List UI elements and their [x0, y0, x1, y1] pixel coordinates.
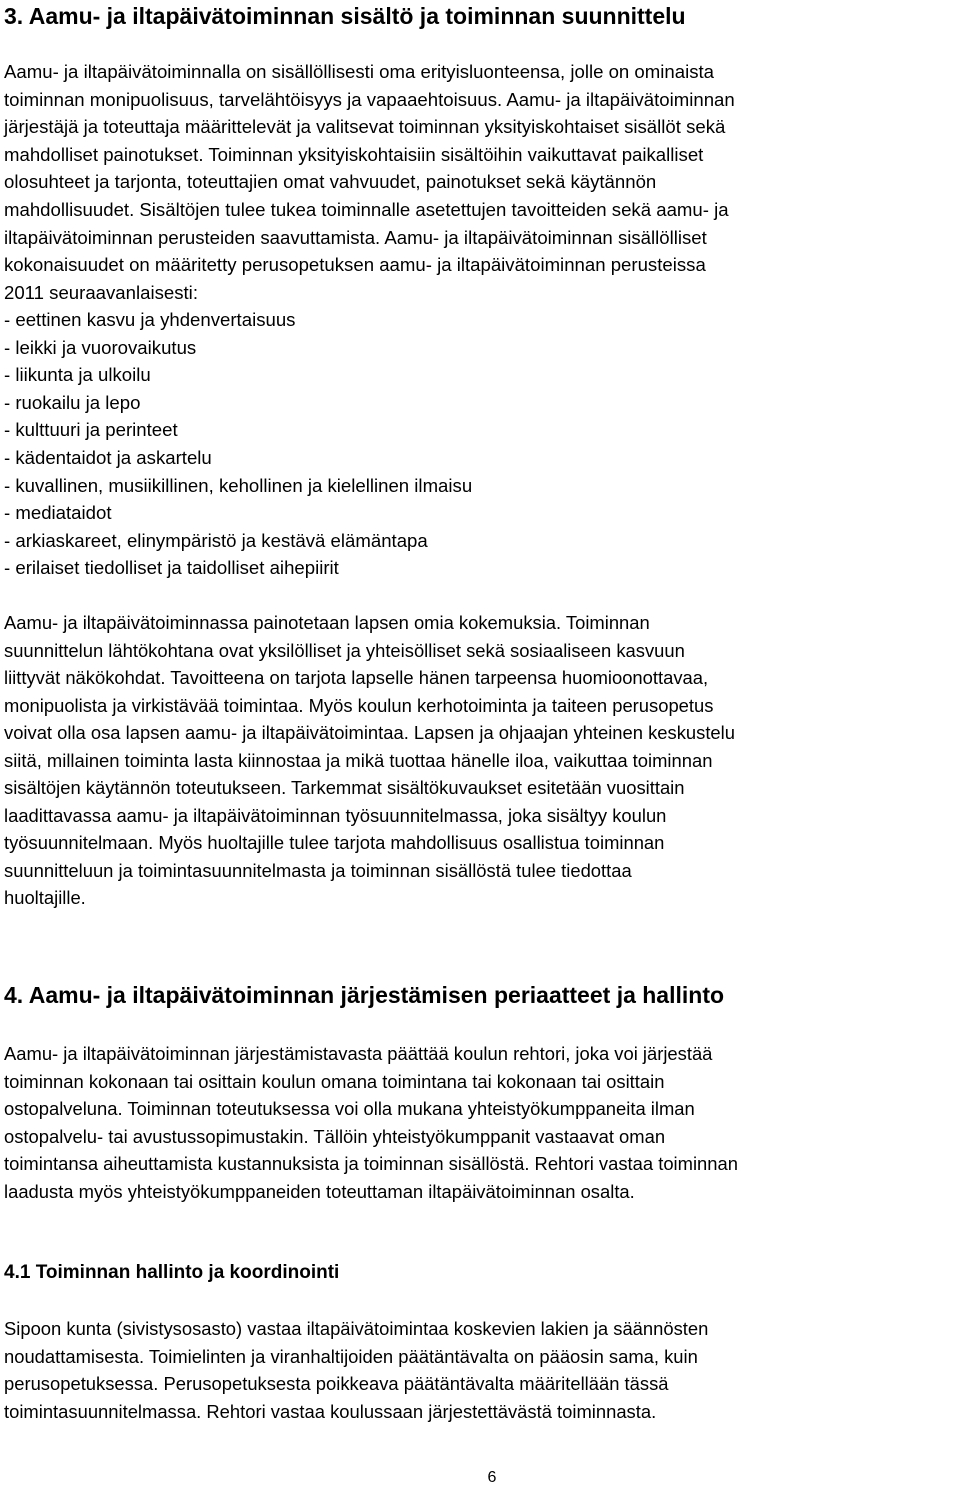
page-number: 6	[487, 1469, 497, 1486]
section-4-1-heading: 4.1 Toiminnan hallinto ja koordinointi	[4, 1262, 340, 1283]
text-line: iltapäivätoiminnan perusteiden saavuttamista. Aamu- ja iltapäivätoiminnan sisällölliset	[4, 226, 707, 248]
text-line: Aamu- ja iltapäivätoiminnan järjestämistavasta päättää koulun rehtori, joka voi järjestää	[4, 1043, 713, 1064]
section-4-1-paragraph	[4, 1315, 708, 1425]
text-line: ostopalveluna. Toiminnan toteutuksessa voi olla mukana yhteistyökumppaneita ilman	[4, 1098, 695, 1119]
text-line: voivat olla osa lapsen aamu- ja iltapäivätoimintaa. Lapsen ja ohjaajan yhteinen keskustelu	[4, 722, 735, 743]
list-item: - liikunta ja ulkoilu	[4, 364, 151, 386]
text-line: mahdollisuudet. Sisältöjen tulee tukea toiminnalle asetettujen tavoitteiden sekä aamu- ja	[4, 198, 729, 220]
text-line: työsuunnitelmaan. Myös huoltajille tulee tarjota mahdollisuus osallistua toiminnan	[4, 832, 665, 853]
text-line: Sipoon kunta (sivistysosasto) vastaa iltapäivätoimintaa koskevien lakien ja säännösten	[4, 1318, 709, 1339]
text-line: järjestäjä ja toteuttaja määrittelevät ja valitsevat toiminnan yksityiskohtaiset sisällöt sekä	[4, 116, 726, 138]
text-line: perusopetuksessa. Perusopetuksesta poikkeava päätäntävalta määritellään tässä	[4, 1373, 669, 1394]
text-line: suunnitteluun ja toimintasuunnitelmasta ja toiminnan sisällöstä tulee tiedottaa	[4, 859, 632, 881]
text-line: laadittavassa aamu- ja iltapäivätoiminnan työsuunnitelmassa, joka sisältyy koulun	[4, 804, 667, 826]
section-3-paragraph-2	[4, 609, 735, 912]
section-3-heading: 3. Aamu- ja iltapäivätoiminnan sisältö ja toiminnan suunnittelu	[4, 3, 686, 29]
list-item: - erilaiset tiedolliset ja taidolliset aihepiirit	[4, 557, 339, 579]
text-line: ostopalvelu- tai avustussopimustakin. Tällöin yhteistyökumppanit vastaavat oman	[4, 1125, 666, 1147]
text-line: laadusta myös yhteistyökumppaneiden toteuttaman iltapäivätoiminnan osalta.	[4, 1180, 635, 1202]
text-line: noudattamisesta. Toimielinten ja viranhaltijoiden päätäntävalta on pääosin sama, kuin	[4, 1345, 698, 1367]
list-item: - kuvallinen, musiikillinen, kehollinen ja kielellinen ilmaisu	[4, 474, 473, 496]
text-line: Aamu- ja iltapäivätoiminnassa painotetaan lapsen omia kokemuksia. Toiminnan	[4, 612, 650, 633]
text-line: mahdolliset painotukset. Toiminnan yksityiskohtaisiin sisältöihin vaikuttavat paikalliset	[4, 143, 704, 165]
section-4-paragraph	[4, 1040, 738, 1205]
text-line: huoltajille.	[4, 887, 86, 908]
text-line: toiminnan monipuolisuus, tarvelähtöisyys ja vapaaehtoisuus. Aamu- ja iltapäivätoiminnan	[4, 88, 735, 110]
text-line: olosuhteet ja tarjonta, toteuttajien omat vahvuudet, painotukset sekä käytännön	[4, 171, 657, 193]
list-item: - ruokailu ja lepo	[4, 391, 141, 413]
list-item: - kädentaidot ja askartelu	[4, 446, 212, 468]
text-line: toimintansa aiheuttamista kustannuksista ja toiminnan sisällöstä. Rehtori vastaa toiminnan	[4, 1153, 738, 1174]
text-line: toiminnan kokonaan tai osittain koulun omana toimintana tai kokonaan tai osittain	[4, 1070, 665, 1092]
section-4-heading: 4. Aamu- ja iltapäivätoiminnan järjestämisen periaatteet ja hallinto	[4, 982, 725, 1008]
text-line: toimintasuunnitelmassa. Rehtori vastaa koulussaan järjestettävästä toiminnasta.	[4, 1400, 657, 1422]
section-3-paragraph-1	[4, 58, 735, 306]
text-line: liittyvät näkökohdat. Tavoitteena on tarjota lapselle hänen tarpeensa huomioonottavaa,	[4, 667, 709, 688]
list-item: - kulttuuri ja perinteet	[4, 419, 178, 441]
text-line: Aamu- ja iltapäivätoiminnalla on sisällöllisesti oma erityisluonteensa, jolle on ominaista	[4, 61, 715, 82]
section-3-content-list	[4, 306, 472, 582]
list-item: - mediataidot	[4, 502, 112, 524]
text-line: sisältöjen käytännön toteutukseen. Tarkemmat sisältökuvaukset esitetään vuosittain	[4, 777, 685, 798]
text-line: kokonaisuudet on määritetty perusopetuksen aamu- ja iltapäivätoiminnan perusteissa	[4, 254, 706, 276]
text-line: 2011 seuraavanlaisesti:	[4, 281, 198, 303]
text-line: suunnittelun lähtökohtana ovat yksilölliset ja yhteisölliset sekä sosiaaliseen kasvuun	[4, 639, 685, 661]
list-item: - leikki ja vuorovaikutus	[4, 336, 197, 358]
text-line: monipuolista ja virkistävää toimintaa. Myös koulun kerhotoiminta ja taiteen perusopetus	[4, 694, 714, 716]
list-item: - eettinen kasvu ja yhdenvertaisuus	[4, 309, 296, 330]
text-line: siitä, millainen toiminta lasta kiinnostaa ja mikä tuottaa hänelle iloa, vaikuttaa toiminnan	[4, 749, 713, 771]
list-item: - arkiaskareet, elinympäristö ja kestävä elämäntapa	[4, 529, 428, 551]
